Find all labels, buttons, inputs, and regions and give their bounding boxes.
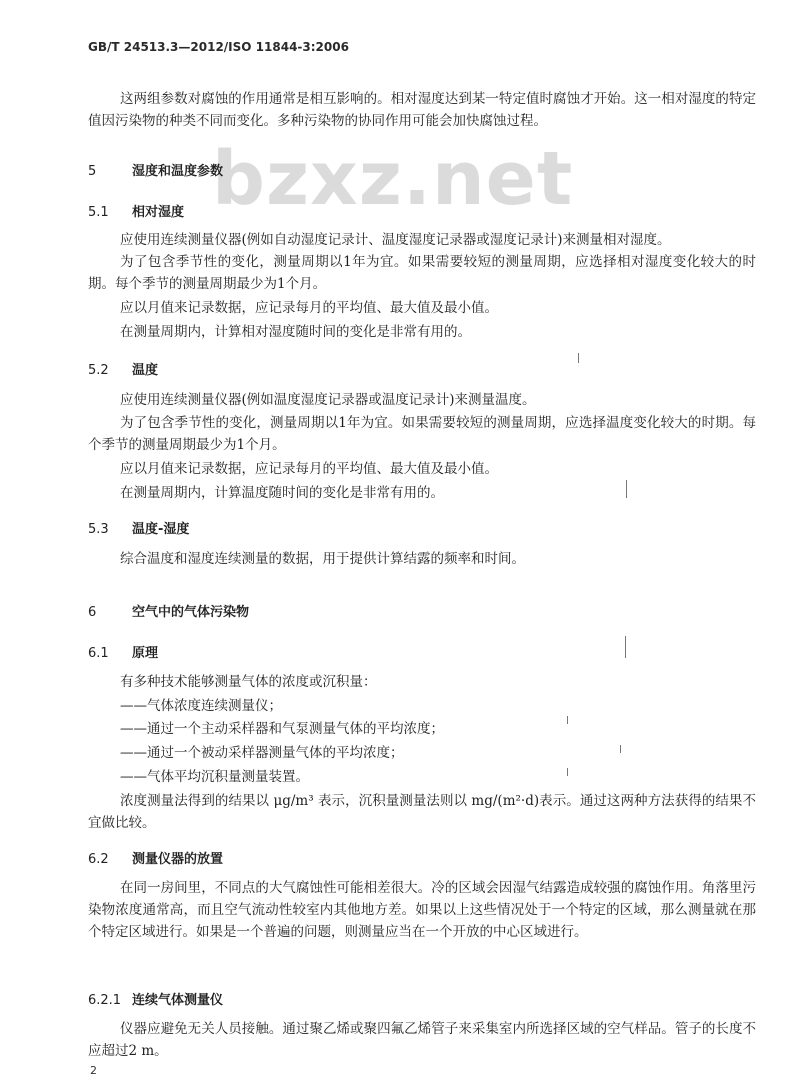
list-item: ——通过一个主动采样器和气泵测量气体的平均浓度； <box>120 721 444 737</box>
section-title: 连续气体测量仪 <box>132 993 224 1008</box>
paragraph: 应使用连续测量仪器(例如自动湿度记录计、温度湿度记录器或湿度记录计)来测量相对湿度。 <box>120 232 671 248</box>
section-6-heading <box>88 601 249 620</box>
section-number: 6.2 <box>88 852 109 867</box>
watermark: bzxz.net <box>212 136 574 222</box>
paragraph: 仪器应避免无关人员接触。通过聚乙烯或聚四氟乙烯管子来采集室内所选择区域的空气样品。管子的长度不应超过2 m。 <box>88 1021 756 1059</box>
paragraph: 在同一房间里，不同点的大气腐蚀性可能相差很大。冷的区域会因湿气结露造成较强的腐蚀作用。角落里污染物浓度通常高，而且空气流动性较室内其他地方差。如果以上这些情况处于一个特定的区域，那么测量就在那个特定区域进行。如果是一个普遍的问题，则测量应当在一个开放的中心区域进行。 <box>88 880 756 940</box>
scan-mark <box>620 745 621 753</box>
intro-paragraph: 这两组参数对腐蚀的作用通常是相互影响的。相对湿度达到某一特定值时腐蚀才开始。这一相对湿度的特定值因污染物的种类不同而变化。多种污染物的协同作用可能会加快腐蚀过程。 <box>88 91 756 129</box>
section-6-2-1-heading <box>88 989 223 1008</box>
paragraph: 为了包含季节性的变化，测量周期以1年为宜。如果需要较短的测量周期，应选择相对湿度变化较大的时期。每个季节的测量周期最少为1个月。 <box>88 254 756 292</box>
scan-mark <box>626 480 627 498</box>
scan-mark <box>625 636 626 658</box>
paragraph: 为了包含季节性的变化，测量周期以1年为宜。如果需要较短的测量周期，应选择温度变化较大的时期。每个季节的测量周期最少为1个月。 <box>88 415 756 453</box>
list-item: ——通过一个被动采样器测量气体的平均浓度； <box>120 745 404 761</box>
paragraph: 在测量周期内，计算相对湿度随时间的变化是非常有用的。 <box>120 324 471 340</box>
section-title: 相对湿度 <box>132 205 185 220</box>
section-title: 空气中的气体污染物 <box>132 605 250 620</box>
section-number: 5.2 <box>88 363 109 378</box>
paragraph: 应使用连续测量仪器(例如温度湿度记录器或温度记录计)来测量温度。 <box>120 392 536 408</box>
section-title: 测量仪器的放置 <box>132 852 224 867</box>
section-title: 温度-湿度 <box>132 522 190 537</box>
section-6-2-heading <box>88 848 223 867</box>
section-title: 原理 <box>132 646 159 661</box>
paragraph: 浓度测量法得到的结果以 μg/m³ 表示，沉积量测量法则以 mg/(m²·d)表示。通过这两种方法获得的结果不宜做比较。 <box>88 793 756 831</box>
page-number: 2 <box>90 1064 97 1077</box>
section-number: 6 <box>88 605 97 620</box>
paragraph: 在测量周期内，计算温度随时间的变化是非常有用的。 <box>120 485 444 501</box>
section-number: 6.2.1 <box>88 993 122 1008</box>
scan-mark <box>567 768 568 776</box>
paragraph: 有多种技术能够测量气体的浓度或沉积量： <box>120 674 377 690</box>
standard-header: GB/T 24513.3—2012/ISO 11844-3:2006 <box>88 40 349 54</box>
section-number: 5.3 <box>88 522 109 537</box>
section-5-1-heading <box>88 201 184 220</box>
list-item: ——气体浓度连续测量仪； <box>120 698 282 714</box>
scan-mark <box>567 716 568 724</box>
section-number: 6.1 <box>88 646 109 661</box>
section-5-2-heading <box>88 359 158 378</box>
section-number: 5 <box>88 164 97 179</box>
list-item: ——气体平均沉积量测量装置。 <box>120 769 309 785</box>
paragraph: 综合温度和湿度连续测量的数据，用于提供计算结露的频率和时间。 <box>120 551 525 567</box>
section-5-heading <box>88 160 223 179</box>
scan-mark <box>578 353 579 363</box>
paragraph: 应以月值来记录数据，应记录每月的平均值、最大值及最小值。 <box>120 300 498 316</box>
section-6-1-heading <box>88 642 158 661</box>
section-title: 湿度和温度参数 <box>132 164 224 179</box>
section-5-3-heading <box>88 518 189 537</box>
section-number: 5.1 <box>88 205 109 220</box>
section-title: 温度 <box>132 363 159 378</box>
paragraph: 应以月值来记录数据，应记录每月的平均值、最大值及最小值。 <box>120 461 498 477</box>
